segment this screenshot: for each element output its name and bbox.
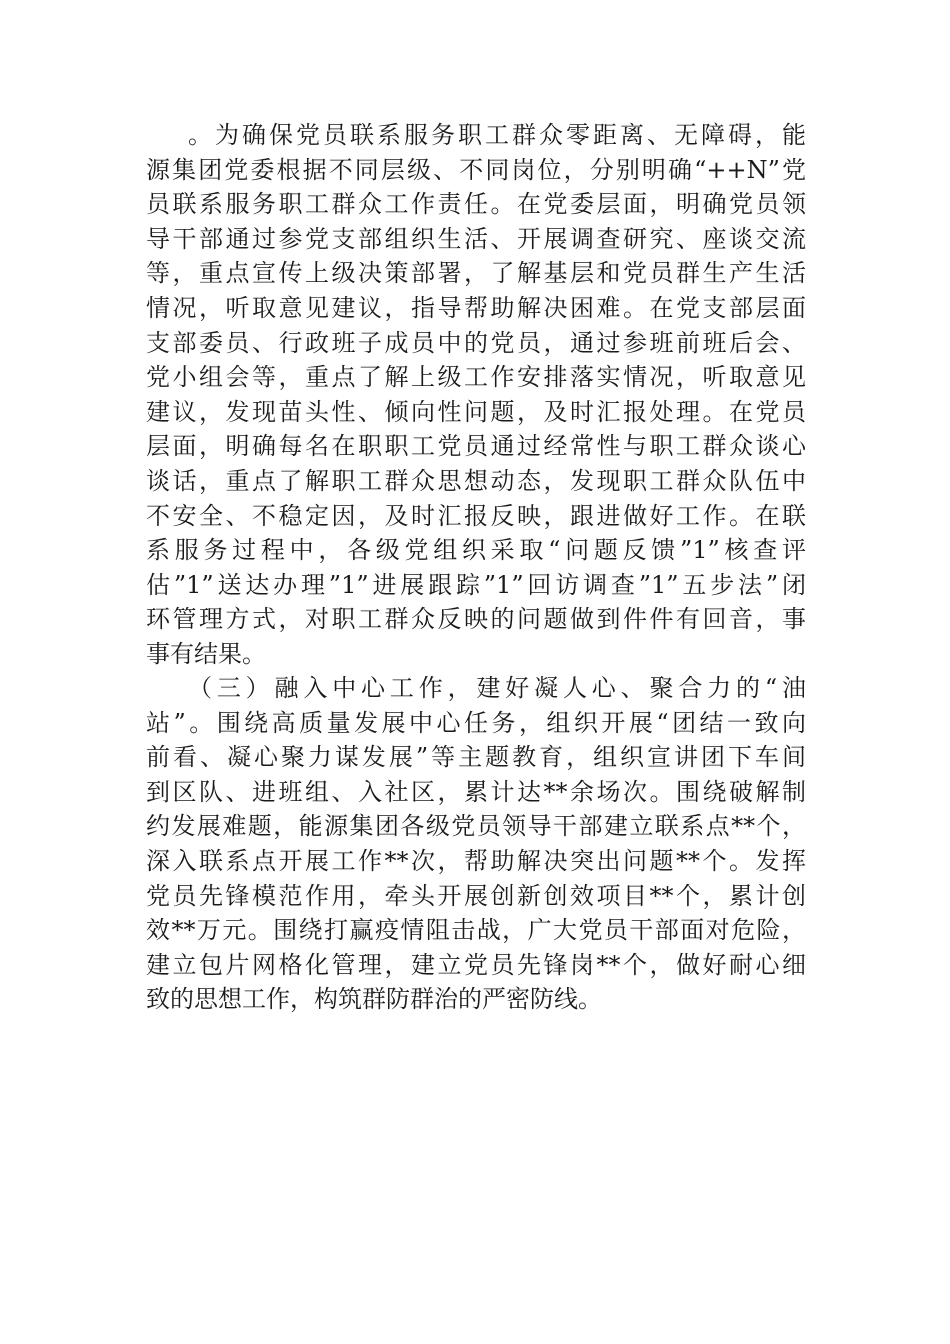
paragraph-party-member-contact-service	[146, 118, 806, 672]
text-line: 到区队、进班组、入社区，累计达**余场次。围绕破解制	[146, 777, 806, 806]
text-line: 等，重点宣传上级决策部署，了解基层和党员群生产生活	[146, 259, 806, 288]
text-line: 系服务过程中，各级党组织采取“问题反馈”1”核查评	[146, 536, 806, 565]
text-line: 导干部通过参党支部组织生活、开展调查研究、座谈交流	[146, 224, 806, 253]
text-line: 。为确保党员联系服务职工群众零距离、无障碍，能	[188, 121, 806, 149]
text-line: 事有结果。	[146, 639, 266, 668]
text-line: 环管理方式，对职工群众反映的问题做到件件有回音，事	[146, 605, 806, 634]
paragraph-section-three-central-work	[146, 671, 806, 1017]
text-line: 建议，发现苗头性、倾向性问题，及时汇报处理。在党员	[146, 397, 806, 426]
text-line: 源集团党委根据不同层级、不同岗位，分别明确“++N”党	[146, 155, 806, 184]
text-line: 情况，听取意见建议，指导帮助解决困难。在党支部层面	[146, 293, 806, 322]
text-line: 谈话，重点了解职工群众思想动态，发现职工群众队伍中	[146, 466, 806, 495]
text-line: 支部委员、行政班子成员中的党员，通过参班前班后会、	[146, 328, 806, 357]
text-line: 不安全、不稳定因，及时汇报反映，跟进做好工作。在联	[146, 501, 806, 530]
text-line: 致的思想工作，构筑群防群治的严密防线。	[146, 985, 602, 1014]
text-line: 建立包片网格化管理，建立党员先锋岗**个，做好耐心细	[146, 950, 806, 979]
text-line: 效**万元。围绕打赢疫情阻击战，广大党员干部面对危险，	[146, 916, 806, 945]
text-line: 站”。围绕高质量发展中心任务，组织开展“团结一致向	[146, 708, 806, 737]
text-line: 深入联系点开展工作**次，帮助解决突出问题**个。发挥	[146, 846, 806, 875]
text-line: 估”1”送达办理”1”进展跟踪”1”回访调查”1”五步法”闭	[146, 570, 806, 599]
text-line: 前看、凝心聚力谋发展”等主题教育，组织宣讲团下车间	[146, 743, 806, 772]
text-line: 党员先锋模范作用，牵头开展创新创效项目**个，累计创	[146, 881, 806, 910]
text-line: 党小组会等，重点了解上级工作安排落实情况，听取意见	[146, 363, 806, 392]
section-heading-line: （三）融入中心工作，建好凝人心、聚合力的“油	[188, 674, 806, 702]
text-line: 员联系服务职工群众工作责任。在党委层面，明确党员领	[146, 190, 806, 219]
text-line: 层面，明确每名在职职工党员通过经常性与职工群众谈心	[146, 432, 806, 461]
text-line: 约发展难题，能源集团各级党员领导干部建立联系点**个，	[146, 812, 806, 841]
